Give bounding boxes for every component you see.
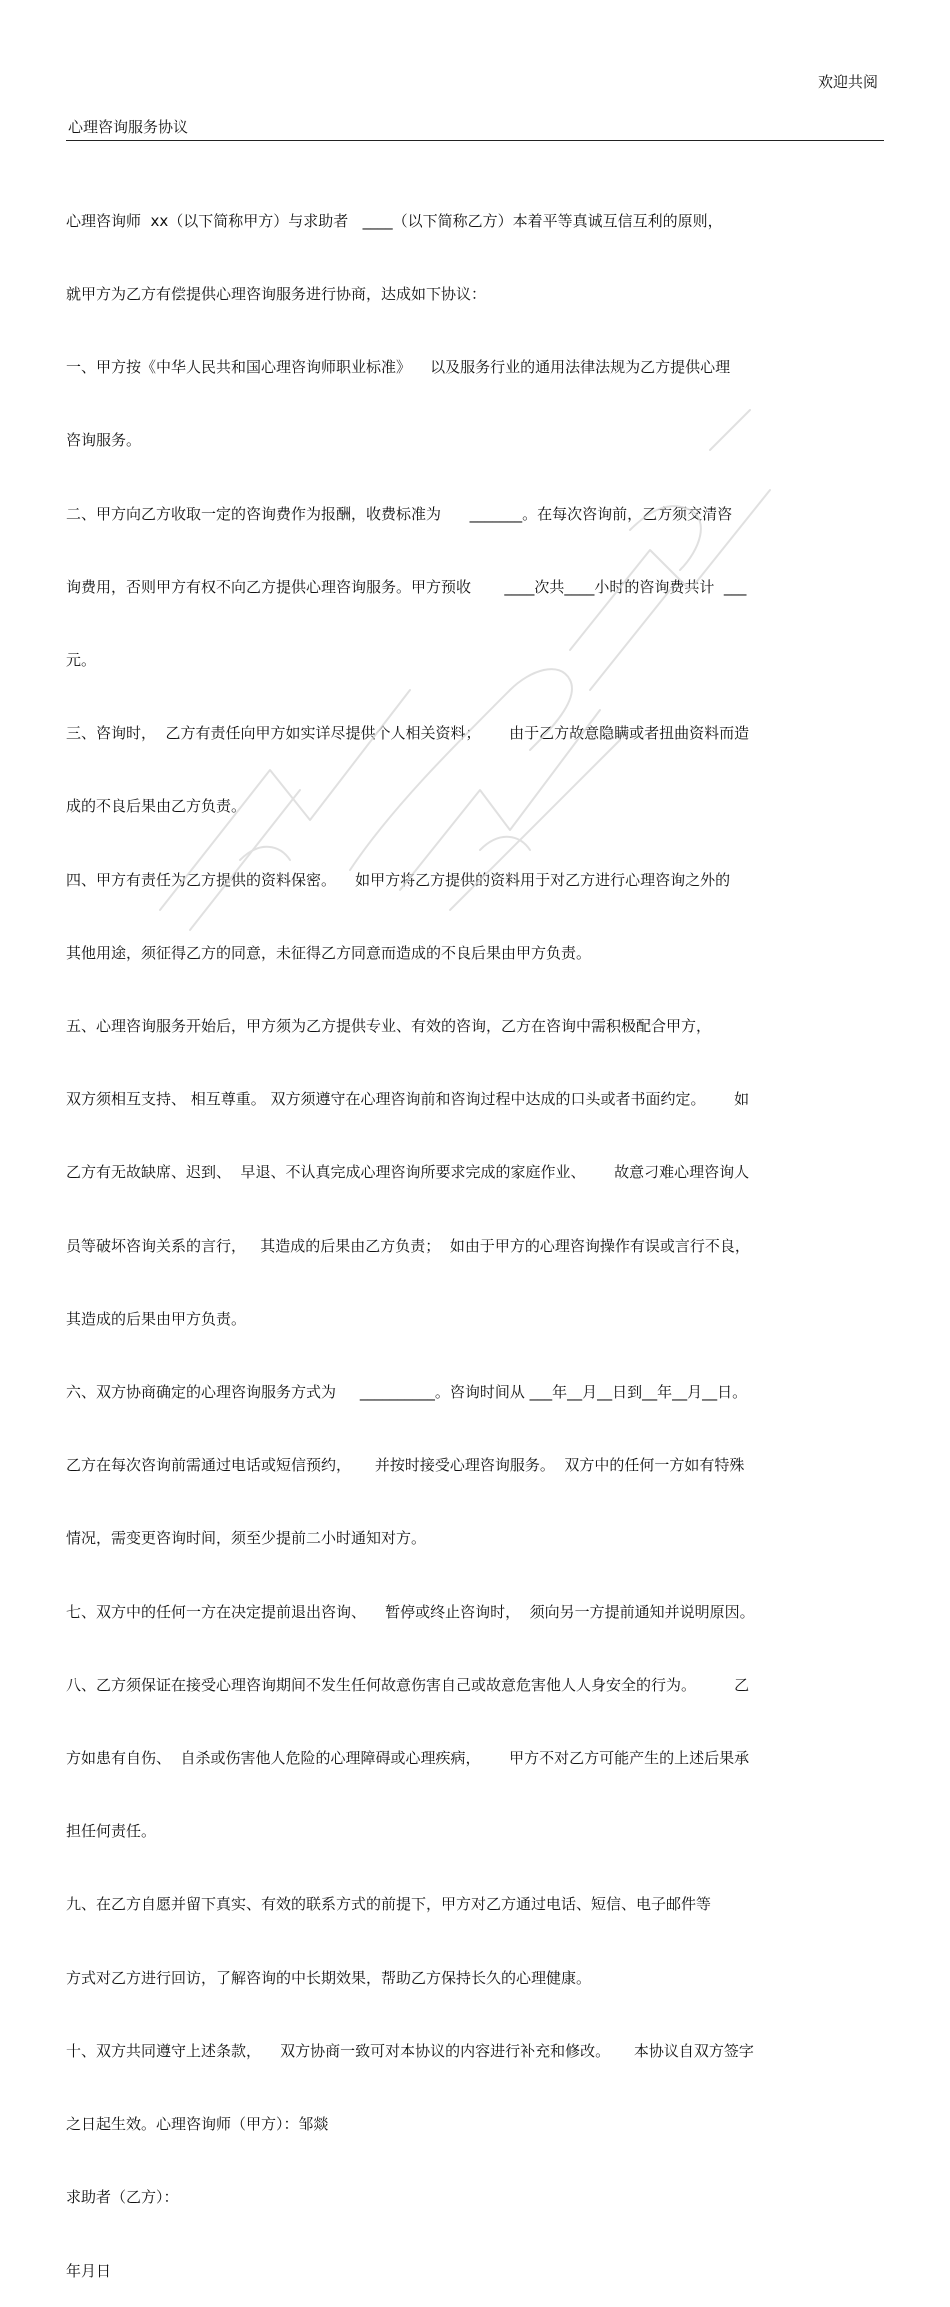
body-line: 其造成的后果由甲方负责。 <box>66 1309 247 1328</box>
body-line: 求助者（乙方）： <box>66 2188 179 2207</box>
body-line: 就甲方为乙方有偿提供心理咨询服务进行协商，达成如下协议： <box>66 285 487 304</box>
body-line: 方式对乙方进行回访，了解咨询的中长期效果，帮助乙方保持长久的心理健康。 <box>66 1968 592 1987</box>
body-line: 九、在乙方自愿并留下真实、有效的联系方式的前提下，甲方对乙方通过电话、短信、电子邮件等 <box>66 1895 712 1914</box>
body-line: 二、甲方向乙方收取一定的咨询费作为报酬，收费标准为 _______。在每次咨询前，乙方须交清咨 <box>66 504 733 523</box>
body-line: 之日起生效。心理咨询师（甲方）：邹燚 <box>66 2115 329 2134</box>
body-line: 乙方在每次咨询前需通过电话或短信预约， 并按时接受心理咨询服务。 双方中的任何一方如有特殊 <box>66 1456 745 1475</box>
body-line: 担任何责任。 <box>66 1822 157 1841</box>
title-underline <box>66 140 884 141</box>
body-line: 十、双方共同遵守上述条款， 双方协商一致可对本协议的内容进行补充和修改。 本协议自双方签字 <box>66 2041 754 2060</box>
document-title: 心理咨询服务协议 <box>68 118 189 136</box>
body-line: 年月日 <box>66 2261 112 2280</box>
body-line: 其他用途，须征得乙方的同意，未征得乙方同意而造成的不良后果由甲方负责。 <box>66 943 592 962</box>
body-line: 员等破坏咨询关系的言行， 其造成的后果由乙方负责； 如由于甲方的心理咨询操作有误或言行不良， <box>66 1236 750 1255</box>
body-line: 三、咨询时， 乙方有责任向甲方如实详尽提供个人相关资料； 由于乙方故意隐瞒或者扭曲资料而造 <box>66 724 750 743</box>
body-line: 双方须相互支持、 相互尊重。 双方须遵守在心理咨询前和咨询过程中达成的口头或者书面约定。 如 <box>66 1090 750 1109</box>
body-line: 四、甲方有责任为乙方提供的资料保密。 如甲方将乙方提供的资料用于对乙方进行心理咨询之外的 <box>66 870 731 889</box>
body-line: 咨询服务。 <box>66 431 142 450</box>
body-line: 五、心理咨询服务开始后，甲方须为乙方提供专业、有效的咨询，乙方在咨询中需积极配合甲方， <box>66 1017 712 1036</box>
body-line: 一、甲方按《中华人民共和国心理咨询师职业标准》 以及服务行业的通用法律法规为乙方提供心理 <box>66 358 731 377</box>
body-line: 元。 <box>66 651 97 670</box>
body-line: 询费用，否则甲方有权不向乙方提供心理咨询服务。甲方预收 ____次共____小时的咨询费共计 ___ <box>66 577 747 596</box>
header-note: 欢迎共阅 <box>817 73 878 91</box>
body-line: 成的不良后果由乙方负责。 <box>66 797 247 816</box>
body-line: 心理咨询师 xx（以下简称甲方）与求助者 ____（以下简称乙方）本着平等真诚互信互利的原则， <box>66 211 723 230</box>
body-line: 乙方有无故缺席、迟到、 早退、不认真完成心理咨询所要求完成的家庭作业、 故意刁难心理咨询人 <box>66 1163 750 1182</box>
body-line: 八、乙方须保证在接受心理咨询期间不发生任何故意伤害自己或故意危害他人人身安全的行为。 乙 <box>66 1675 750 1694</box>
body-line: 七、双方中的任何一方在决定提前退出咨询、 暂停或终止咨询时， 须向另一方提前通知并说明原因。 <box>66 1602 755 1621</box>
body-line: 方如患有自伤、 自杀或伤害他人危险的心理障碍或心理疾病， 甲方不对乙方可能产生的上述后果承 <box>66 1749 750 1768</box>
agreement-body <box>66 160 886 2307</box>
body-line: 六、双方协商确定的心理咨询服务方式为 __________。咨询时间从 ___年__月__日到__年__月__日。 <box>66 1383 748 1402</box>
body-line: 情况，需变更咨询时间，须至少提前二小时通知对方。 <box>66 1529 427 1548</box>
